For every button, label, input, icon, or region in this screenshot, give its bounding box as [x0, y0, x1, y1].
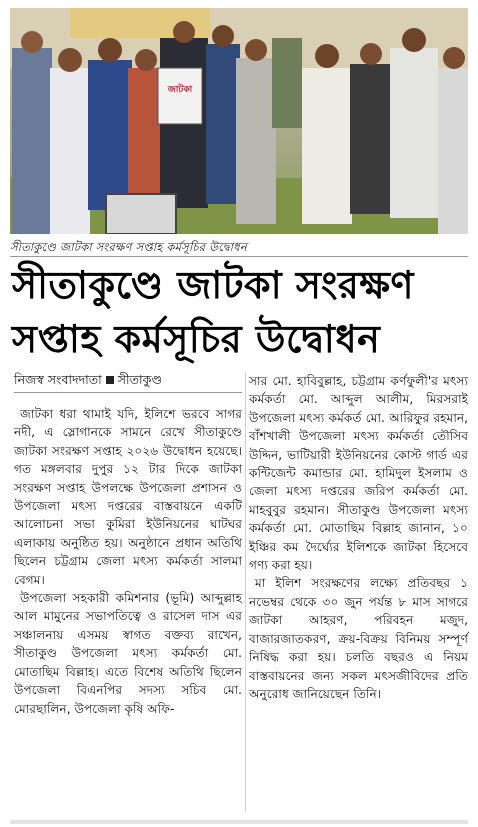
- paragraph: মা ইলিশ সংরক্ষণের লক্ষ্যে প্রতিবছর ১ নভেম্বর থেকে ৩০ জুন পর্যন্ত ৮ মাস সাগরে জাটকা আহরণ, পরিবহন মজুদ, বাজারজাতকরণ, ক্রয়-বিক্রয় বিনিময় সম্পূর্ণ নিষিদ্ধ করা হয়। চলতি বছরও এ নিয়ম বাস্তবায়নের জন্য সকল মৎসজীবিদের প্রতি অনুরোধ জানিয়েছেন তিনি।: [249, 576, 468, 701]
- headline-line-2: সপ্তাহ কর্মসূচির উদ্বোধন: [12, 317, 381, 361]
- paragraph: জাটকা ধরা থামাই যদি, ইলিশে ভরবে সাগর নদী, এ স্লোগানকে সামনে রেখে সীতাকুণ্ডে জাটকা সংরক্ষণ সপ্তাহ ২০২৬ উদ্বোধন হয়েছে। গত মঙ্গলবার দুপুর ১২ টার দিকে জাটকা সংরক্ষণ সপ্তাহ উপলক্ষে উপজেলা প্রশাসন ও উপজেলা মৎস্য দপ্তরের বাস্তবায়নে একটি আলোচনা সভা কুমিরা ইউনিয়নের ঘাটঘর এলাকায় অনুষ্ঠিত হয়। অনুষ্ঠানে প্রধান অতিথি ছিলেন চট্টগ্রাম জেলা মৎস্য কর্মকর্তা সালমা বেগম।: [14, 407, 242, 587]
- paragraph: সার মো. হাবিবুল্লাহ, চট্টগ্রাম কর্ণফুলী'র মৎস্য কর্মকর্তা মো. আব্দুল আলীম, মিরসরাই উপজেলা মৎস্য কর্মকর্ত মো. আরিফুর রহমান, বাঁশখালী উপজেলা মৎস্য কর্মকর্তা তৌসিব উদ্দিন, ভাটিয়ারী ইউনিয়নের কোস্ট গার্ড এর কন্টিজেন্ট কমান্ডার মো. হামিদুল ইসলাম ও জেলা মৎস্য দপ্তরের জরিপ কর্মকর্তা মো. মাহবুবুর রহমান। সীতাকুণ্ড উপজেলা মৎস্য কর্মকর্তা মো. মোতাছিম বিল্লাহ জানান, ১০ ইঞ্চির কম দৈর্ঘ্যের ইলিশকে জাটকা হিসেবে গণ্য করা হয়।: [249, 374, 468, 573]
- byline: [14, 372, 244, 392]
- byline-rule: [14, 392, 242, 393]
- photo-caption: সীতাকুণ্ডে জাটকা সংরক্ষণ সপ্তাহ কর্মসূচির উদ্বোধন: [10, 240, 247, 254]
- headline-line-1: সীতাকুণ্ডে জাটকা সংরক্ষণ: [12, 263, 414, 307]
- caption-rule: [10, 256, 468, 257]
- byline-location: সীতাকুণ্ড: [117, 372, 162, 387]
- bottom-rule: [10, 820, 468, 824]
- headline: [12, 258, 468, 366]
- square-bullet-icon: [106, 376, 114, 384]
- crowd-illustration: [10, 8, 468, 234]
- column-divider: [245, 372, 246, 812]
- paragraph: উপজেলা সহকারী কমিশনার (ভূমি) আব্দুল্লাহ আল মামুনের সভাপতিত্বে ও রাসেল দাস এর সঞ্চালনায় এসময় স্বাগত বক্তব্য রাখেন, সীতাকুণ্ড উপজেলা মৎস্য কর্মকর্তা মো. মোতাছিম বিল্লাহ। এতে বিশেষ অতিথি ছিলেন উপজেলা বিএনপির সদস্য সচিব মো. মোরছালিন, উপজেলা কৃষি অফি-: [14, 591, 242, 716]
- article-column-2: [249, 372, 468, 703]
- byline-author: নিজস্ব সংবাদদাতা: [14, 372, 102, 387]
- banner-text: জাটকা: [167, 85, 193, 95]
- news-photo: [10, 8, 468, 234]
- article-column-1: [14, 405, 242, 718]
